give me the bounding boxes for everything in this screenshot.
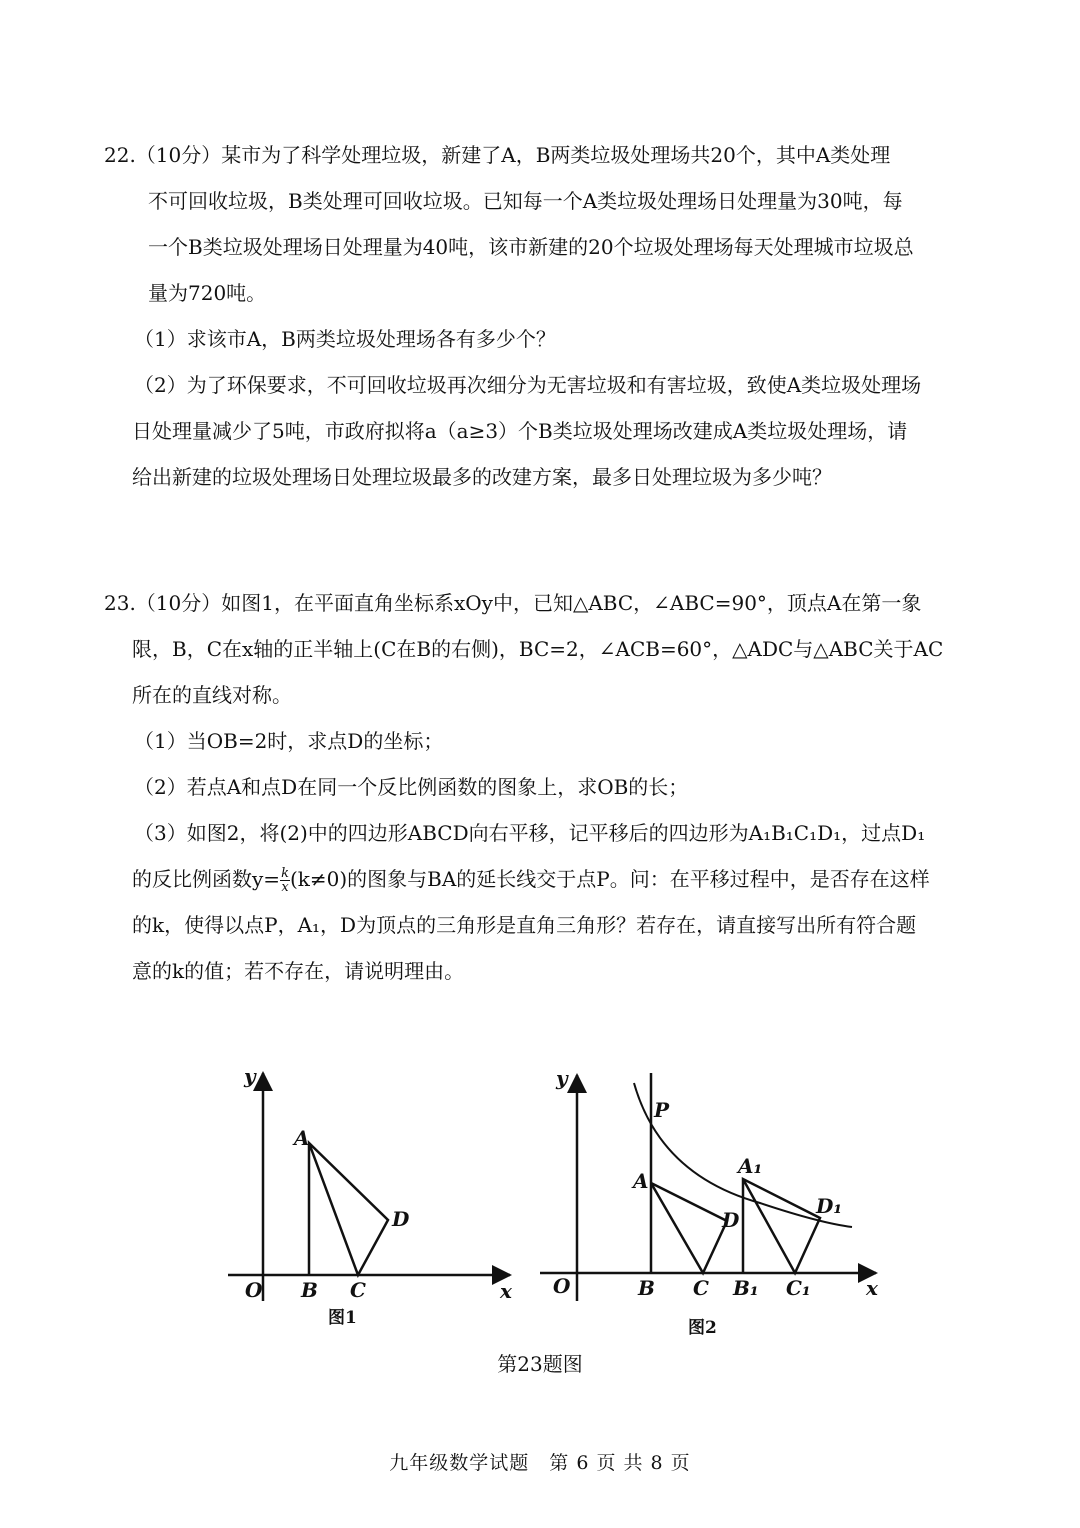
question-22 [104,132,984,500]
fig1-label-o: O [245,1278,263,1302]
fig2-label-c: C [693,1276,709,1300]
q22-line-1: 22.（10分）某市为了科学处理垃圾，新建了A，B两类垃圾处理场共20个，其中A类处理 [104,143,891,167]
q22-line-2: 不可回收垃圾，B类处理可回收垃圾。已知每一个A类垃圾处理场日处理量为30吨，每 [148,189,903,213]
page-footer: 九年级数学试题 第 6 页 共 8 页 [389,1452,691,1474]
fig1-label-b: B [301,1278,318,1302]
q22-line-3: 一个B类垃圾处理场日处理量为40吨，该市新建的20个垃圾处理场每天处理城市垃圾总 [148,235,914,259]
fig2-label-p: P [654,1098,670,1122]
q23-line-3: 所在的直线对称。 [132,683,292,707]
fig2-caption: 图2 [688,1318,717,1338]
q23-part-3-line-1: （3）如图2，将(2)中的四边形ABCD向右平移，记平移后的四边形为A₁B₁C₁D₁，过点D₁ [134,821,926,845]
q23-line-2: 限，B，C在x轴的正半轴上(C在B的右侧)，BC=2，∠ACB=60°，△ADC与△ABC关于AC [132,637,944,661]
fig2-label-o: O [553,1274,571,1298]
figure-1 [228,1064,513,1328]
fig1-label-y: y [244,1064,256,1088]
fig1-quadrilateral-abcd [309,1143,388,1275]
fig2-label-b1: B₁ [733,1276,759,1300]
fig1-label-a: A [294,1126,310,1150]
fig2-label-c1: C₁ [786,1276,811,1300]
q22-part-1: （1）求该市A，B两类垃圾处理场各有多少个？ [134,327,556,351]
fig2-quadrilateral-a1b1c1d1 [743,1179,820,1273]
figure-2 [540,1066,879,1338]
fig2-label-a: A [633,1169,649,1193]
q22-line-4: 量为720吨。 [148,281,267,305]
fig1-label-c: C [350,1278,366,1302]
fraction-k-over-x [280,867,290,894]
fig1-label-d: D [392,1207,410,1231]
fig1-label-x: x [500,1279,512,1303]
q23-line-1: 23.（10分）如图1，在平面直角坐标系xOy中，已知△ABC，∠ABC=90°，顶点A在第一象 [104,591,922,615]
fraction-denominator: x [281,880,289,895]
q23-part-3-line-2-post: (k≠0)的图象与BA的延长线交于点P。问：在平移过程中，是否存在这样 [289,867,930,891]
q23-part-3-line-3: 的k，使得以点P，A₁，D为顶点的三角形是直角三角形？若存在，请直接写出所有符合题 [132,913,917,937]
fig2-label-d: D [722,1208,740,1232]
q22-part-2-line-3: 给出新建的垃圾处理场日处理垃圾最多的改建方案，最多日处理垃圾为多少吨？ [132,465,832,489]
q23-part-3-line-2 [104,856,984,902]
q23-part-3-line-2-pre: 的反比例函数y= [132,867,281,891]
fig2-quadrilateral-abcd [651,1183,727,1273]
fig2-label-d1: D₁ [816,1194,843,1218]
q22-part-2-line-2: 日处理量减少了5吨，市政府拟将a（a≥3）个B类垃圾处理场改建成A类垃圾处理场，请 [132,419,908,443]
q22-part-2-line-1: （2）为了环保要求，不可回收垃圾再次细分为无害垃圾和有害垃圾，致使A类垃圾处理场 [134,373,922,397]
fraction-numerator: k [281,866,289,881]
q23-part-1: （1）当OB=2时，求点D的坐标； [134,729,444,753]
fig2-label-x: x [866,1276,878,1300]
figures-23 [0,1055,1080,1355]
q23-part-3-line-4: 意的k的值；若不存在，请说明理由。 [132,959,465,983]
question-23 [104,580,984,994]
fig2-label-b: B [638,1276,655,1300]
figure-caption: 第23题图 [497,1352,583,1376]
fig2-label-a1: A₁ [738,1154,763,1178]
fig2-label-y: y [556,1066,568,1090]
fig1-caption: 图1 [328,1308,357,1328]
q23-part-2: （2）若点A和点D在同一个反比例函数的图象上，求OB的长； [134,775,689,799]
